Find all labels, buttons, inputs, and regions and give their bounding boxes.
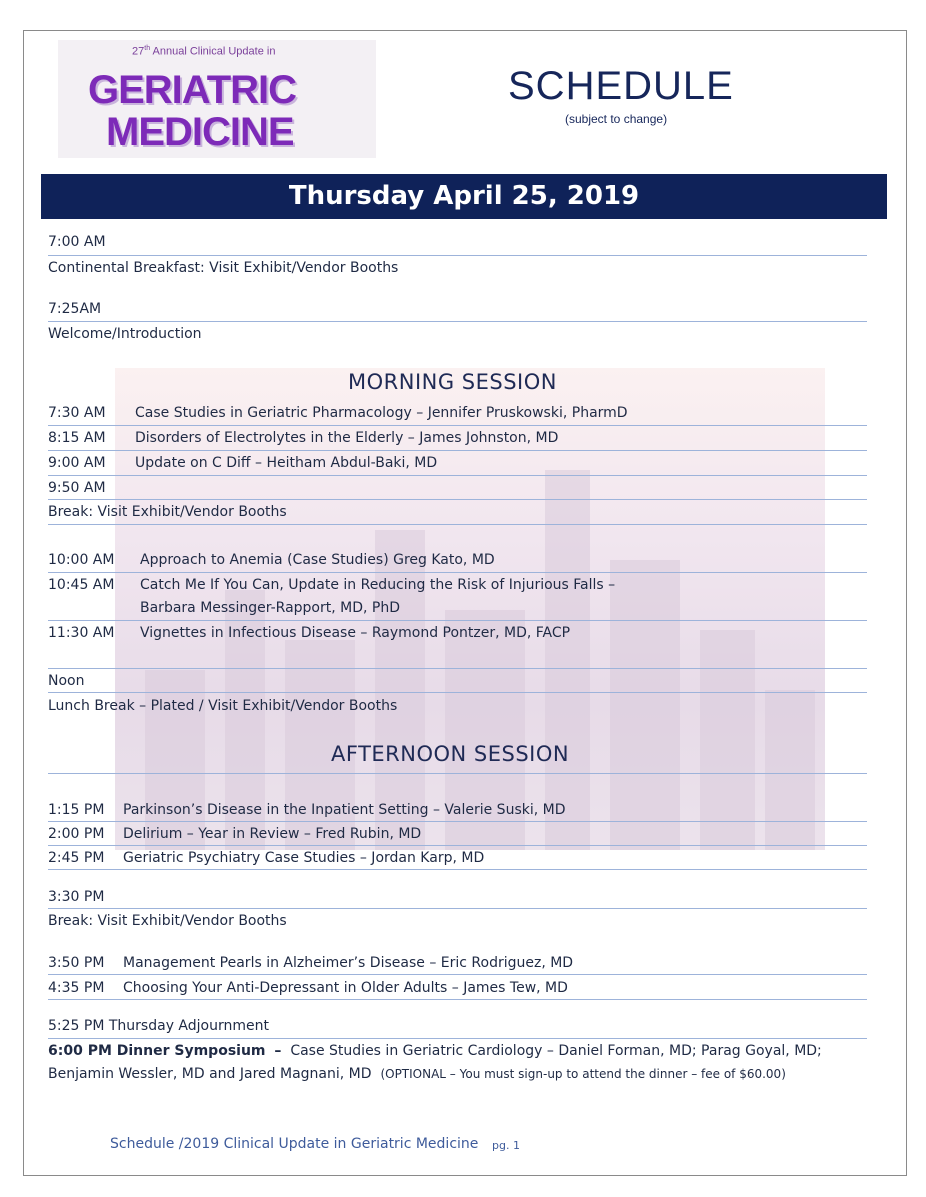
afternoon-session-heading: AFTERNOON SESSION [331, 742, 570, 766]
divider [48, 499, 867, 500]
item-time: 8:15 AM [48, 430, 106, 446]
item-time: 1:15 PM [48, 802, 105, 818]
dinner-symposium-line1: 6:00 PM Dinner Symposium – Case Studies in Geriatric Cardiology – Daniel Forman, MD; Parag Goyal, MD; [48, 1043, 822, 1059]
item-title: Parkinson’s Disease in the Inpatient Setting – Valerie Suski, MD [123, 802, 566, 818]
item-time: 2:00 PM [48, 826, 105, 842]
schedule-title: SCHEDULE [508, 64, 734, 108]
schedule-subtitle: (subject to change) [565, 112, 668, 126]
item-title: Break: Visit Exhibit/Vendor Booths [48, 913, 287, 929]
divider [48, 321, 867, 322]
page-number: pg. 1 [492, 1139, 520, 1152]
day-banner: Thursday April 25, 2019 [41, 174, 887, 219]
item-time: 10:00 AM [48, 552, 115, 568]
item-title: Approach to Anemia (Case Studies) Greg Kato, MD [140, 552, 495, 568]
divider [48, 450, 867, 451]
divider [48, 692, 867, 693]
divider [48, 773, 867, 774]
item-time: 9:00 AM [48, 455, 106, 471]
item-title: Update on C Diff – Heitham Abdul-Baki, MD [135, 455, 438, 471]
divider [48, 999, 867, 1000]
item-time: 7:25AM [48, 301, 102, 317]
item-title: Catch Me If You Can, Update in Reducing the Risk of Injurious Falls – [140, 577, 616, 593]
item-time: 3:30 PM [48, 889, 105, 905]
dinner-symposium-line2: Benjamin Wessler, MD and Jared Magnani, MD (OPTIONAL – You must sign-up to attend the dinner – fee of $60.00) [48, 1066, 786, 1082]
divider [48, 845, 867, 846]
divider [48, 668, 867, 669]
item-title: Lunch Break – Plated / Visit Exhibit/Vendor Booths [48, 698, 398, 714]
morning-session-heading: MORNING SESSION [348, 370, 557, 394]
conference-logo [58, 40, 376, 158]
item-time: 11:30 AM [48, 625, 115, 641]
footer-text: Schedule /2019 Clinical Update in Geriatric Medicine [110, 1136, 479, 1152]
divider [48, 974, 867, 975]
item-title: Break: Visit Exhibit/Vendor Booths [48, 504, 287, 520]
item-time: 7:30 AM [48, 405, 106, 421]
divider [48, 869, 867, 870]
item-title-cont: Barbara Messinger-Rapport, MD, PhD [140, 600, 400, 616]
item-time: 2:45 PM [48, 850, 105, 866]
divider [48, 908, 867, 909]
item-time: 7:00 AM [48, 234, 106, 250]
logo-line-medicine: MEDICINE [106, 110, 294, 154]
item-time: 4:35 PM [48, 980, 105, 996]
item-title: Case Studies in Geriatric Pharmacology – Jennifer Pruskowski, PharmD [135, 405, 628, 421]
item-time: 9:50 AM [48, 480, 106, 496]
adjournment-line: 5:25 PM Thursday Adjournment [48, 1018, 269, 1034]
divider [48, 821, 867, 822]
item-time: 3:50 PM [48, 955, 105, 971]
item-title: Geriatric Psychiatry Case Studies – Jordan Karp, MD [123, 850, 485, 866]
divider [48, 1038, 867, 1039]
item-title: Welcome/Introduction [48, 326, 202, 342]
item-time: 10:45 AM [48, 577, 115, 593]
divider [48, 255, 867, 256]
item-title: Management Pearls in Alzheimer’s Disease – Eric Rodriguez, MD [123, 955, 574, 971]
item-time: Noon [48, 673, 85, 689]
logo-line-geriatric: GERIATRIC [88, 68, 297, 112]
item-title: Disorders of Electrolytes in the Elderly – James Johnston, MD [135, 430, 559, 446]
item-title: Vignettes in Infectious Disease – Raymond Pontzer, MD, FACP [140, 625, 571, 641]
divider [48, 475, 867, 476]
item-title: Continental Breakfast: Visit Exhibit/Vendor Booths [48, 260, 399, 276]
item-title: Choosing Your Anti-Depressant in Older Adults – James Tew, MD [123, 980, 568, 996]
divider [48, 620, 867, 621]
logo-subtitle: 27th Annual Clinical Update in [132, 45, 276, 58]
divider [48, 524, 867, 525]
divider [48, 425, 867, 426]
item-title: Delirium – Year in Review – Fred Rubin, MD [123, 826, 422, 842]
divider [48, 572, 867, 573]
